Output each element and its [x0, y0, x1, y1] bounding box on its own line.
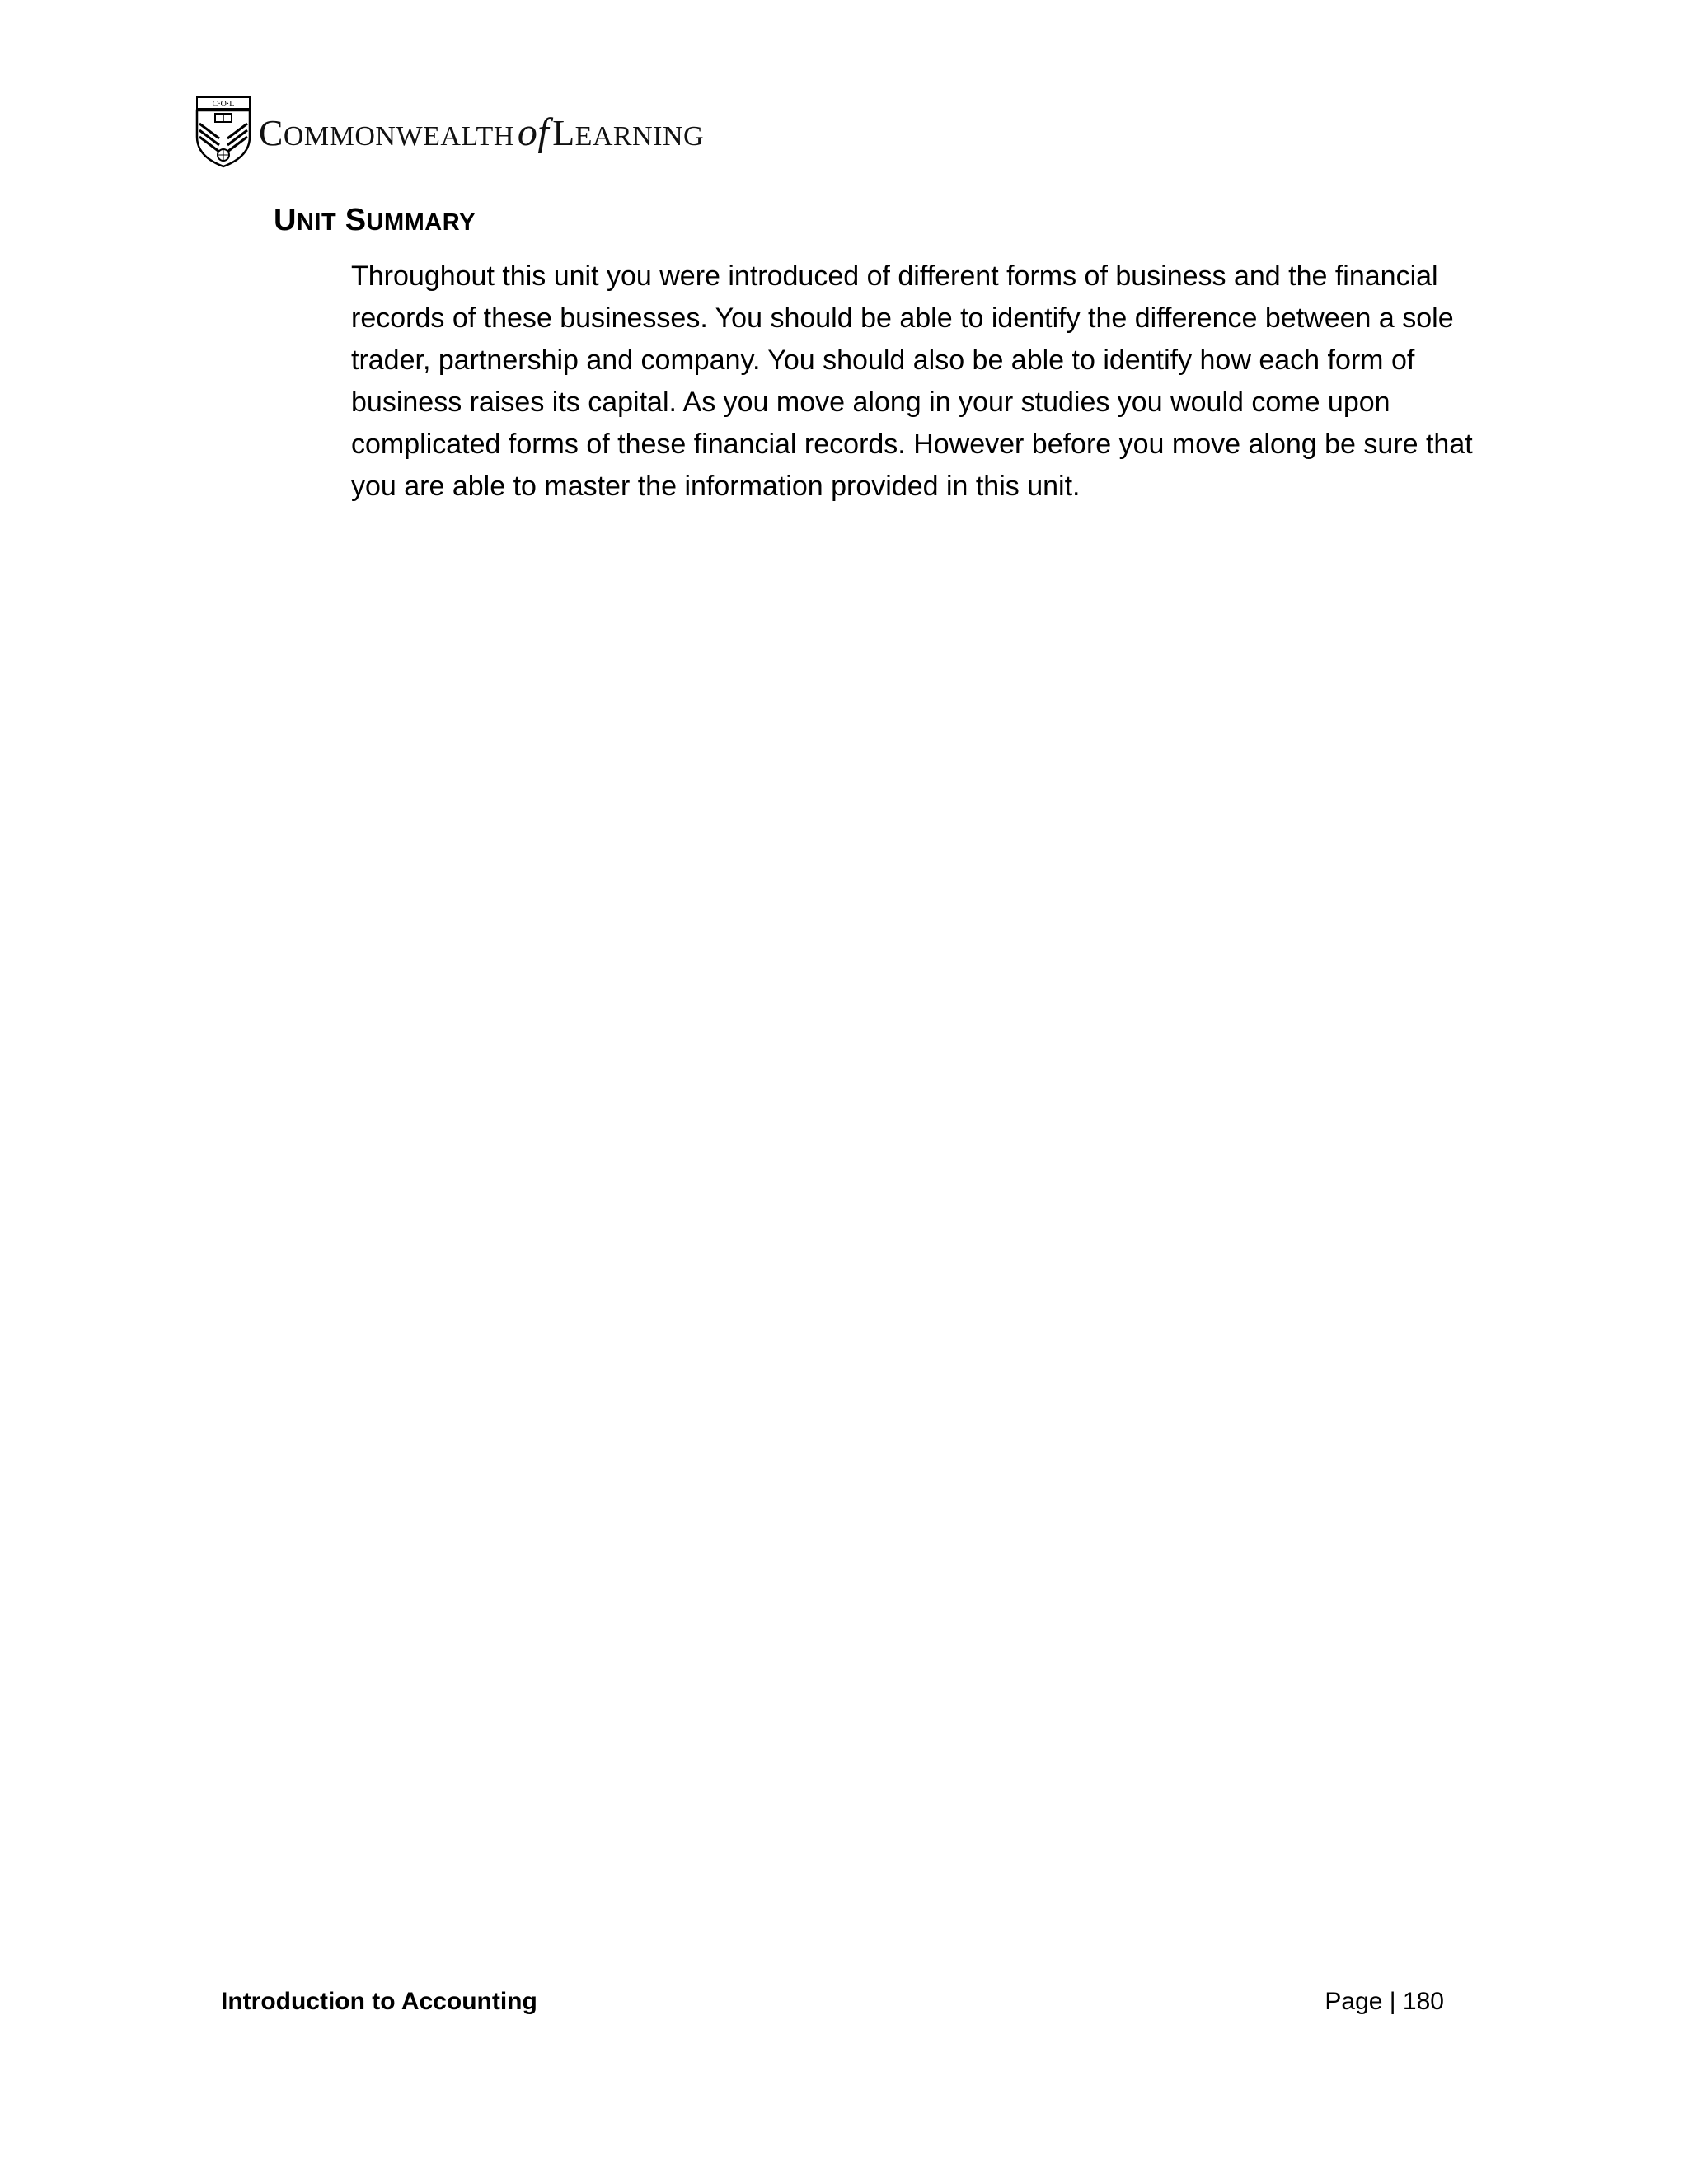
svg-text:C·O·L: C·O·L	[212, 100, 235, 109]
col-crest-icon	[195, 96, 252, 168]
logo-wordmark	[259, 110, 704, 155]
logo-wordmark-of: of	[517, 110, 550, 154]
footer-title: Introduction to Accounting	[221, 1988, 537, 2015]
heading-initial-1: U	[274, 203, 297, 237]
heading-initial-2: S	[345, 203, 367, 237]
page-number: Page | 180	[1325, 1988, 1444, 2015]
heading-rest-1: NIT	[296, 209, 337, 236]
section-heading	[274, 203, 476, 238]
header-logo	[195, 96, 704, 168]
logo-wordmark-initial-2: L	[552, 112, 575, 153]
logo-wordmark-rest-2: EARNING	[574, 120, 705, 152]
summary-paragraph: Throughout this unit you were introduced of different forms of business and the financial records of these businesses. You should be able to identify the difference between a sole trader, partnership and company. You should also be able to identify how each form of business raises its capital. As you move along in your studies you would come upon complicated forms of these financial records. However before you move along be sure that you are able to master the information provided in this unit.	[351, 260, 1473, 502]
heading-rest-2: UMMARY	[366, 209, 476, 236]
logo-wordmark-initial: C	[259, 112, 284, 153]
logo-wordmark-rest: OMMONWEALTH	[283, 120, 514, 152]
